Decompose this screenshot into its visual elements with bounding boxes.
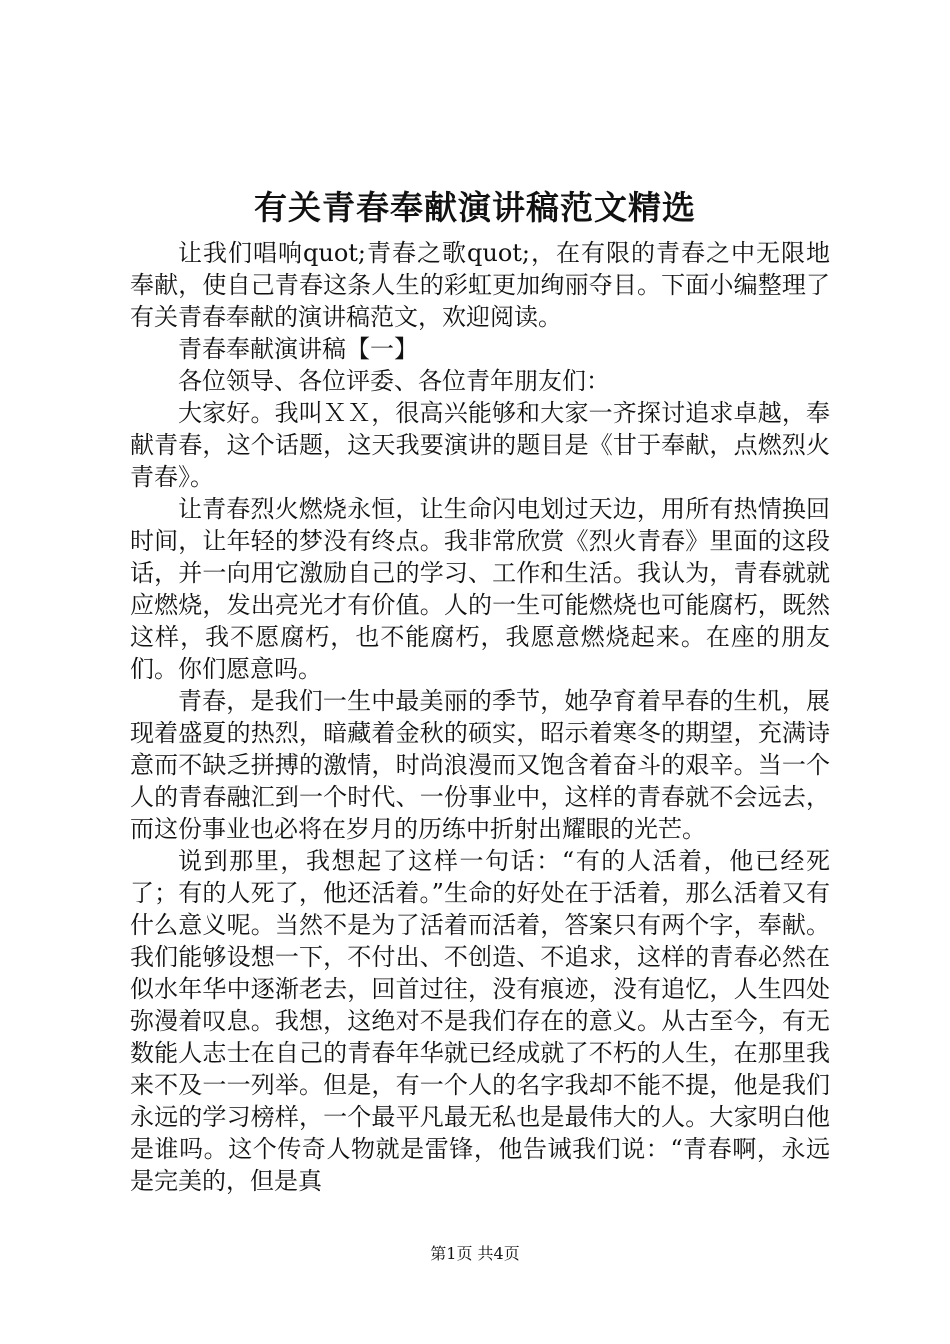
paragraph-body: 青春，是我们一生中最美丽的季节，她孕育着早春的生机，展现着盛夏的热烈，暗藏着金秋的硕实，昭示着寒冬的期望，充满诗意而不缺乏拼搏的激情，时尚浪漫而又饱含着奋斗的艰辛。当一个人的青春融汇到一个时代、一份事业中，这样的青春就不会远去，而这份事业也必将在岁月的历练中折射出耀眼的光芒。	[130, 687, 830, 843]
paragraph-body: 说到那里，我想起了这样一句话：“有的人活着，他已经死了；有的人死了，他还活着。”生命的好处在于活着，那么活着又有什么意义呢。当然不是为了活着而活着，答案只有两个字，奉献。我们能够设想一下，不付出、不创造、不追求，这样的青春必然在似水年华中逐渐老去，回首过往，没有痕迹，没有追忆，人生四处弥漫着叹息。我想，这绝对不是我们存在的意义。从古至今，有无数能人志士在自己的青春年华就已经成就了不朽的人生，在那里我来不及一一列举。但是，有一个人的名字我却不能不提，他是我们永远的学习榜样，一个最平凡最无私也是最伟大的人。大家明白他是谁吗。这个传奇人物就是雷锋，他告诫我们说：“青春啊，永远是完美的，但是真	[130, 847, 830, 1195]
document-body	[130, 237, 830, 1197]
paragraph-greeting: 大家好。我叫ＸＸ，很高兴能够和大家一齐探讨追求卓越，奉献青春，这个话题，这天我要演讲的题目是《甘于奉献，点燃烈火青春》。	[130, 399, 830, 491]
paragraph-section-heading: 青春奉献演讲稿【一】	[178, 335, 418, 363]
document-title: 有关青春奉献演讲稿范文精选	[254, 188, 696, 227]
paragraph-salutation: 各位领导、各位评委、各位青年朋友们：	[178, 367, 610, 395]
page-number-footer: 第1页 共4页	[430, 1244, 520, 1263]
paragraph-body: 让青春烈火燃烧永恒，让生命闪电划过天边，用所有热情换回时间，让年轻的梦没有终点。我非常欣赏《烈火青春》里面的这段话，并一向用它激励自己的学习、工作和生活。我认为，青春就就应燃烧，发出亮光才有价值。人的一生可能燃烧也可能腐朽，既然这样，我不愿腐朽，也不能腐朽，我愿意燃烧起来。在座的朋友们。你们愿意吗。	[130, 495, 830, 683]
paragraph-intro: 让我们唱响quot;青春之歌quot;，在有限的青春之中无限地奉献，使自己青春这条人生的彩虹更加绚丽夺目。下面小编整理了有关青春奉献的演讲稿范文，欢迎阅读。	[130, 239, 830, 331]
